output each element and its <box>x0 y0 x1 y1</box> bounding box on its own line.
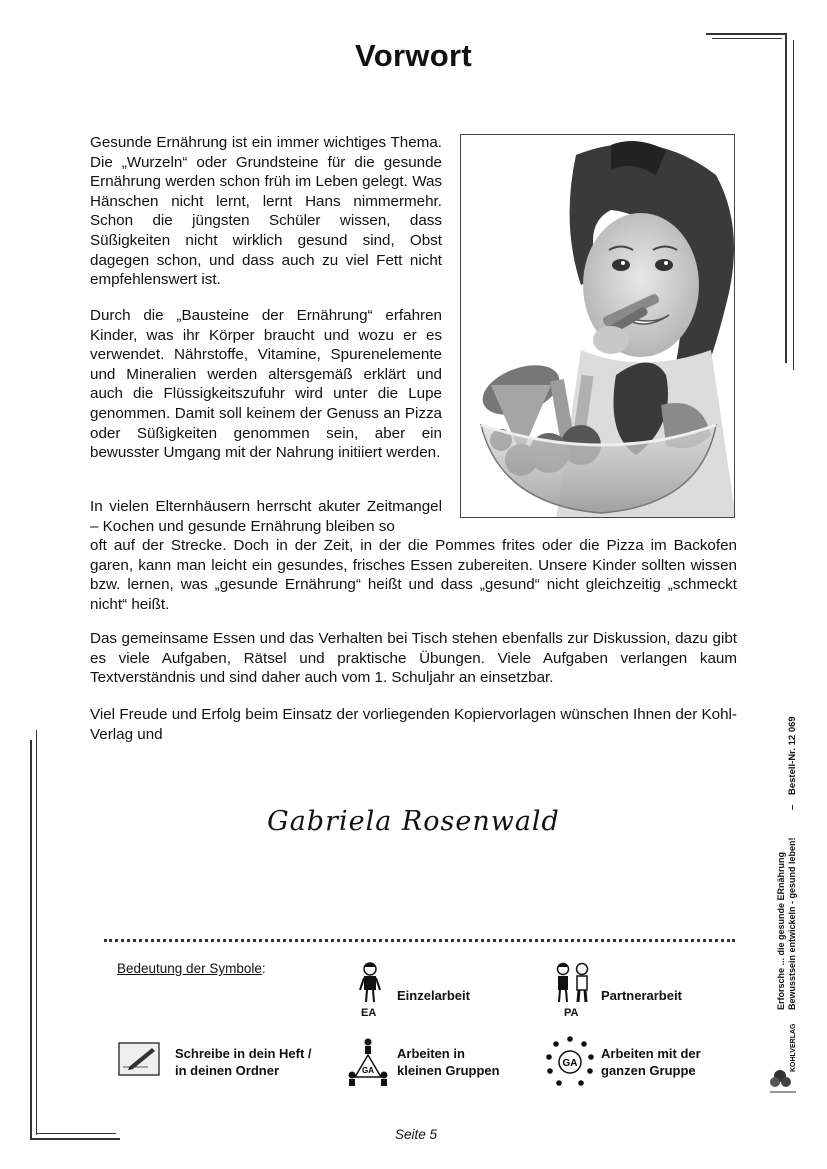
small-group-icon <box>347 1037 389 1087</box>
book-title-line1: Erforsche ... die gesunde ERnährung <box>776 851 786 1010</box>
paragraph-1: Gesunde Ernährung ist ein immer wichtiges Thema. Die „Wurzeln“ oder Grundsteine für die gesunde Ernährung werden schon früh im Leben gelegt. Was Hänschen nicht lernt, lernt Hans nimmermehr. Schon die jüngsten Schüler wissen, dass Süßigkeiten nicht wirklich gesund sind, Obst dagegen schon, und dass auch zu viel Fett nicht empfehlenswert ist. <box>90 134 442 289</box>
paragraph-3-continued: oft auf der Strecke. Doch in der Zeit, in der die Pommes frites oder die Pizza im Backofen garen, kann man leicht ein gesundes, frisches Essen zubereiten. Unsere Kinder sollten wissen bzw. lernen, was „gesunde Ernährung“ heißt und dass „gesund“ nicht gleichzeitig „schmeckt nicht“ heißt. <box>90 537 737 613</box>
frame-bottom-left-vertical <box>30 740 32 1140</box>
paragraph-5: Viel Freude und Erfolg beim Einsatz der vorliegenden Kopiervorlagen wünschen Ihnen der Kohl-Verlag und <box>90 706 737 743</box>
kleingruppe-label: Arbeiten in kleinen Gruppen <box>397 1046 500 1078</box>
kleingruppe-abbr: GA <box>362 1066 374 1075</box>
whole-group-icon <box>546 1035 594 1089</box>
order-number: Bestell-Nr. 12 069 <box>787 716 798 795</box>
frame-bottom-left-vertical-inner <box>36 730 37 1135</box>
legend-title: Bedeutung der Symbole: <box>117 961 266 976</box>
child-with-vegetables-photo <box>460 134 735 518</box>
paragraph-3-start: In vielen Elternhäusern herrscht akuter Zeitmangel – Kochen und gesunde Ernährung bleiben so <box>90 498 442 535</box>
dotted-separator <box>104 939 735 942</box>
einzelarbeit-abbr: EA <box>361 1007 377 1019</box>
side-publisher-strip <box>766 710 802 1100</box>
paragraph-4: Das gemeinsame Essen und das Verhalten bei Tisch stehen ebenfalls zur Diskussion, dazu gibt es viele Aufgaben, Rätsel und praktische Übungen. Viele Aufgaben verlangen kaum Textverständnis und sind daher auch vom 1. Schuljahr an einsetzbar. <box>90 630 737 687</box>
book-title-line2: Bewusstsein entwickeln - gesund leben! <box>787 837 797 1010</box>
page-number: Seite 5 <box>394 1127 438 1142</box>
frame-top-right-horizontal <box>706 33 786 35</box>
frame-top-right-vertical <box>785 33 787 363</box>
heft-label: Schreibe in dein Heft / in deinen Ordner <box>175 1046 312 1078</box>
author-signature: Gabriela Rosenwald <box>267 806 560 837</box>
gruppe-label: Arbeiten mit der ganzen Gruppe <box>601 1046 701 1078</box>
pen-on-paper-icon <box>118 1042 160 1076</box>
gruppe-abbr: GA <box>562 1058 578 1069</box>
paragraph-2: Durch die „Bausteine der Ernährung“ erfahren Kinder, was ihr Körper braucht und wozu er es verwendet. Nährstoffe, Vitamine, Spurenelemente und Mineralien werden altersgemäß erklärt und auch die Flüssigkeitszufuhr wird unter die Lupe genommen. Damit soll keinem der Genuss an Pizza oder Süßigkeiten genommen sein, aber ein bewusster Umgang mit der Nahrung initiiert werden. <box>90 307 442 462</box>
publisher-logo-icon <box>770 1070 796 1092</box>
sidebar-dash: – <box>787 804 798 810</box>
einzelarbeit-label: Einzelarbeit <box>397 988 470 1003</box>
partnerarbeit-label: Partnerarbeit <box>601 988 682 1003</box>
frame-top-right-vertical-inner <box>793 40 794 370</box>
page-title: Vorwort <box>355 38 472 73</box>
partnerarbeit-abbr: PA <box>564 1007 579 1019</box>
publisher-name: KOHLVERLAG <box>790 1023 797 1072</box>
